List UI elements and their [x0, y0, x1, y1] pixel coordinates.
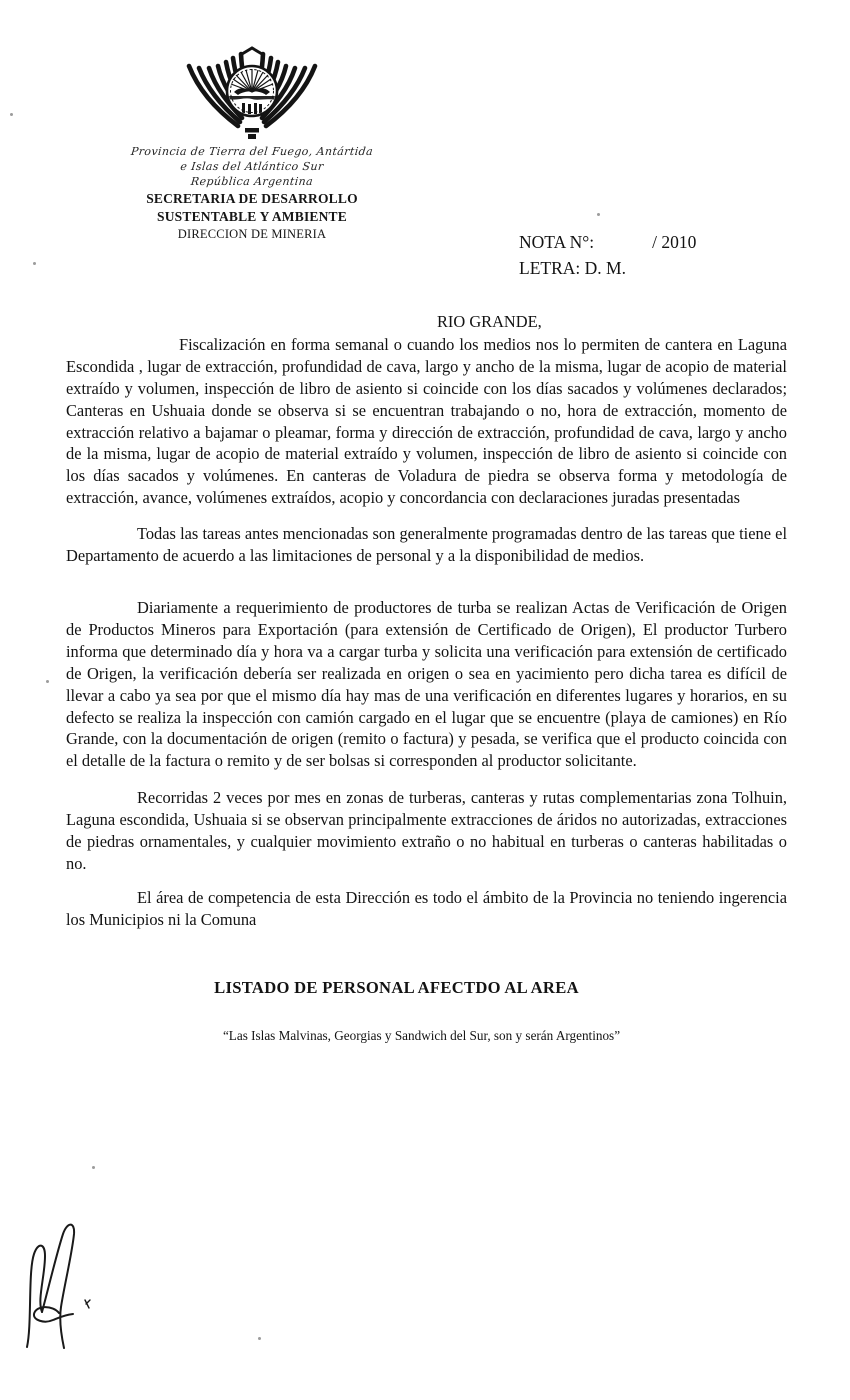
scan-speck: [33, 262, 36, 265]
org-name-line: SECRETARIA DE DESARROLLO: [146, 191, 358, 206]
org-name-line: DIRECCION DE MINERIA: [177, 227, 327, 241]
scan-speck: [46, 680, 49, 683]
place-date-line: RIO GRANDE,: [437, 312, 542, 331]
letter-body: [66, 311, 787, 1045]
body-paragraph: El área de competencia de esta Dirección es todo el ámbito de la Provincia no teniendo ingerencia los Municipios ni la Comuna: [66, 887, 787, 929]
scan-speck: [597, 213, 600, 216]
body-paragraph: Fiscalización en forma semanal o cuando los medios nos lo permiten de cantera en Laguna Escondida , lugar de extracción, profundidad de cava, largo y ancho de la misma, lugar de acopio de material extraído y volumen, inspección de libro de asiento si coincide con los días sacados y volúmenes declarados; Canteras en Ushuaia donde se observa si se encuentran trabajando o no, hora de extracción, momento de extracción relativo a bajamar o pleamar, forma y dirección de extracción, profundidad de cava, largo y ancho de la misma, lugar de acopio de material extraído y volumen, inspección de libro de asiento si coincide con los días sacados y volúmenes. En canteras de Voladura de piedra se observa forma y metodología de extracción, avance, volúmenes extraídos, acopio y concordancia con declaraciones juradas presentadas: [66, 334, 787, 508]
nota-number: / 2010: [652, 232, 697, 252]
footer-quote: “Las Islas Malvinas, Georgias y Sandwich del Sur, son y serán Argentinos”: [222, 1027, 621, 1043]
letterhead-script-line: República Argentina: [190, 175, 314, 188]
letterhead-script-line: e Islas del Atlántico Sur: [179, 160, 325, 173]
nota-label: NOTA N°:: [519, 232, 595, 252]
letterhead-script-line: Provincia de Tierra del Fuego, Antártida: [130, 145, 374, 158]
body-paragraph: Recorridas 2 veces por mes en zonas de turberas, canteras y rutas complementarias zona Tolhuin, Laguna escondida, Ushuaia si se observan principalmente extracciones de áridos no autorizadas, extracciones de piedras ornamentales, y cualquier movimiento extraño o no habitual en turberas o canteras habilitadas o no.: [66, 788, 787, 873]
section-heading: LISTADO DE PERSONAL AFECTDO AL AREA: [214, 977, 579, 997]
letterhead: [64, 46, 440, 243]
coat-of-arms-emblem: [172, 46, 332, 140]
scan-speck: [10, 113, 13, 116]
body-paragraph: Diariamente a requerimiento de productores de turba se realizan Actas de Verificación de Origen de Productos Mineros para Exportación (para extensión de Certificado de Origen), El productor Turbero informa que determinado día y hora va a cargar turba y solicita una verificación para extensión de certificado de Origen, la verificación debería ser realizada en origen o sea en yacimiento pero dicha tarea es difícil de llevar a cabo ya sea por que el mismo día hay mas de una verificación en diferentes lugares y horarios, en su defecto se realiza la inspección con camión cargado en el lugar que se encuentre (playa de camiones) en Río Grande, con la documentación de origen (remito o factura) y pesada, se verifica que el producto coincida con el detalle de la factura o remito y de ser bolsas si corresponden al productor solicitante.: [66, 597, 787, 771]
letra-line: LETRA: D. M.: [519, 258, 626, 278]
org-name-line: SUSTENTABLE Y AMBIENTE: [157, 209, 347, 224]
scan-speck: [258, 1337, 261, 1340]
nota-block: [519, 229, 696, 281]
signature-scribble: [15, 1212, 105, 1357]
body-paragraph: Todas las tareas antes mencionadas son generalmente programadas dentro de las tareas que tiene el Departamento de acuerdo a las limitaciones de personal y a la disponibilidad de medios.: [66, 524, 787, 566]
scan-speck: [92, 1166, 95, 1169]
